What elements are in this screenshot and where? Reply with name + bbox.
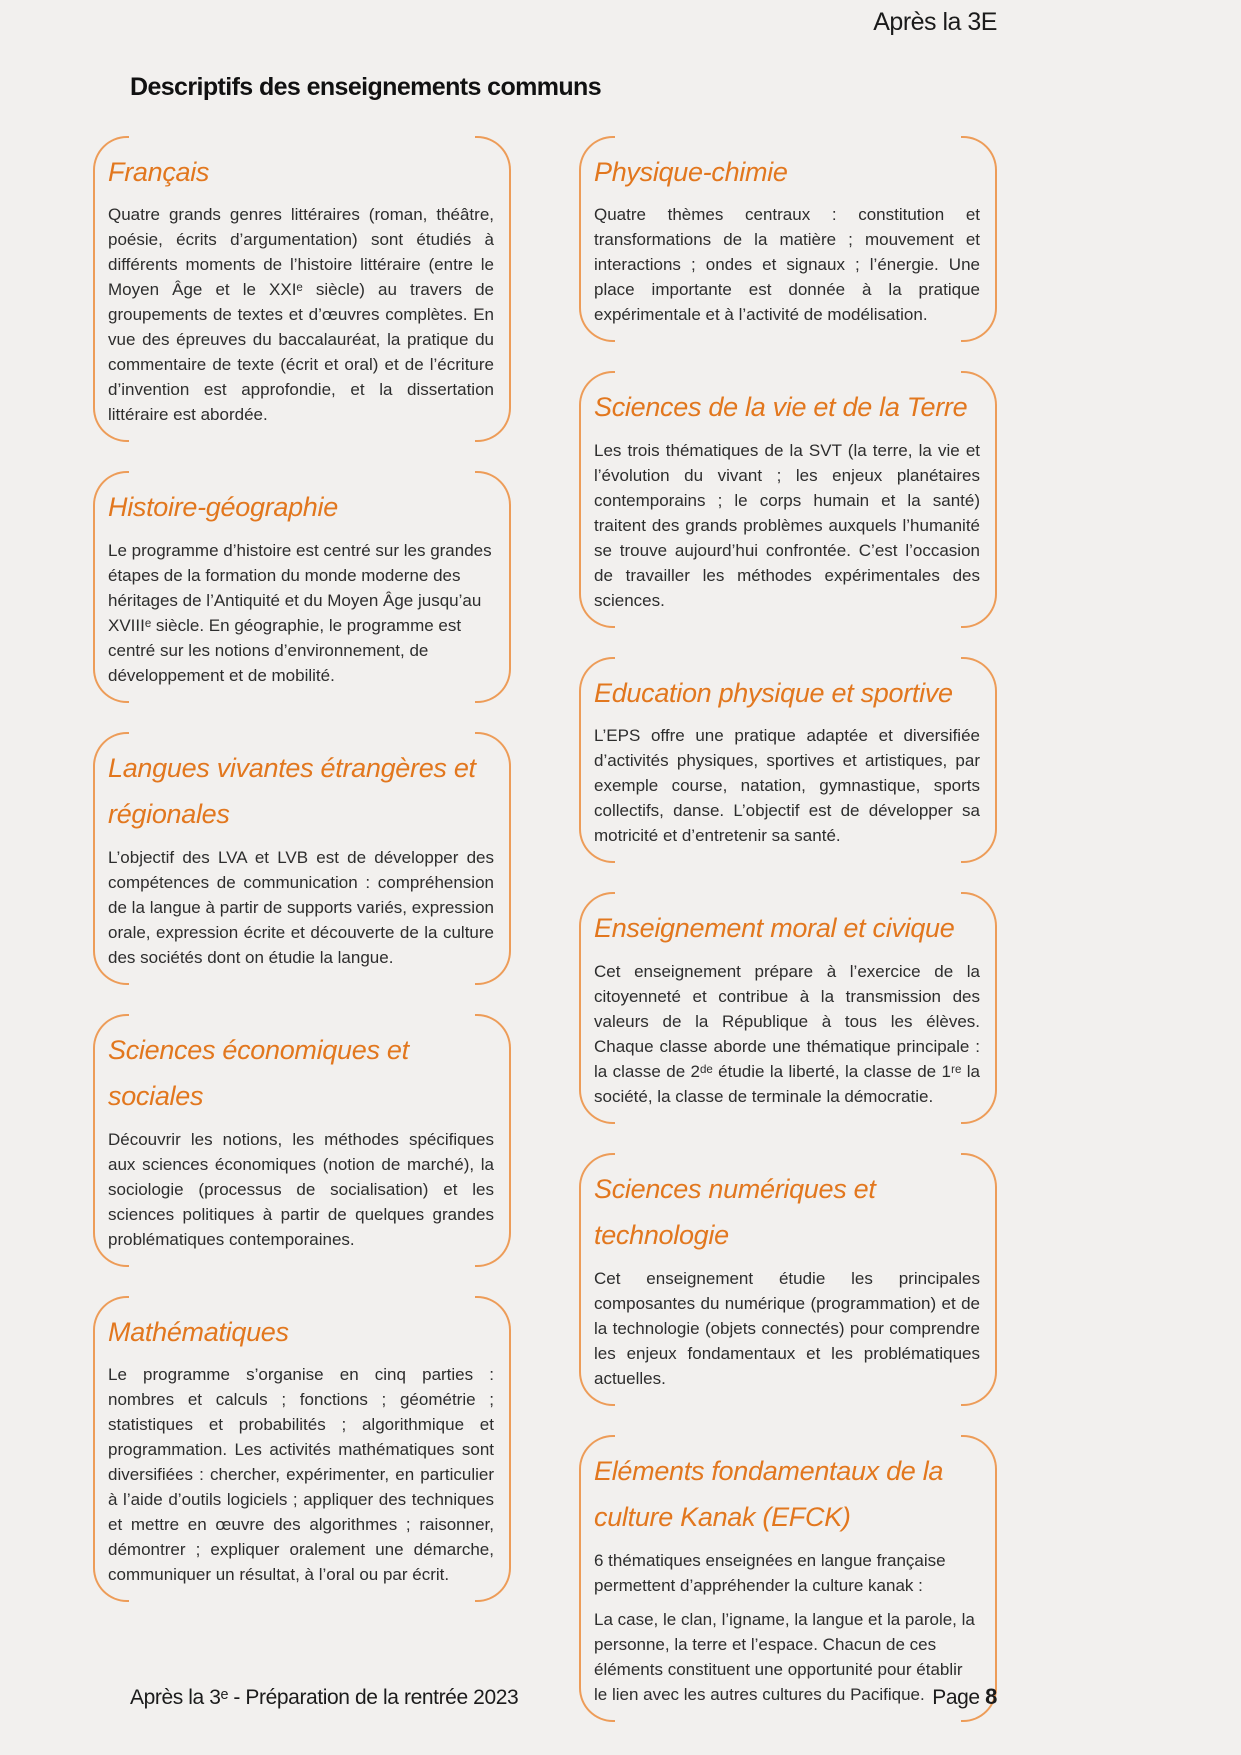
subject-title: Sciences de la vie et de la Terre (594, 392, 968, 423)
subject-card-mathematiques (93, 1296, 511, 1602)
subject-description: Cet enseignement étudie les principales composantes du numérique (programmation) et de la technologie (objets connectés) pour comprendre les enjeux fondamentaux et les problématiques actuelles. (594, 1268, 980, 1388)
page-title: Descriptifs des enseignements communs (130, 73, 602, 101)
document-page (93, 0, 997, 1751)
left-column (93, 136, 511, 1751)
subject-title: Sciences économiques et sociales (108, 1034, 409, 1112)
footer-page-label: Page (932, 1686, 980, 1709)
subject-description: Les trois thématiques de la SVT (la terre, la vie et l’évolution du vivant ; les enjeux planétaires contemporains ; le corps humain et la santé) traitent des grands problèmes auxquels l’humanité se trouve aujourd’hui confrontée. C’est l’occasion de travailler les méthodes expérimentales des sciences. (594, 440, 980, 610)
subject-description: 6 thématiques enseignées en langue française permettent d’appréhender la culture kanak : (594, 1550, 946, 1595)
subject-description: L’EPS offre une pratique adaptée et diversifiée d’activités physiques, sportives et artistiques, par exemple course, natation, gymnastique, sports collectifs, danse. L’objectif est de développer sa motricité et d’entretenir sa santé. (594, 726, 980, 846)
subject-description: Le programme s’organise en cinq parties : nombres et calculs ; fonctions ; géométrie ; statistiques et probabilités ; algorithmique et programmation. Les activités mathématiques sont diversifiées : chercher, expérimenter, en particulier à l’aide d’outils logiciels ; appliquer des techniques et mettre en œuvre des algorithmes ; raisonner, démontrer ; expliquer oralement une démarche, communiquer un résultat, à l’oral ou par écrit. (108, 1365, 494, 1585)
subject-title: Langues vivantes étrangères et régionales (108, 752, 476, 830)
footer-page-indicator (932, 1684, 997, 1710)
subject-title: Physique-chimie (594, 157, 788, 187)
subject-card-eps (579, 657, 997, 863)
content-columns (93, 136, 997, 1751)
page-footer (93, 1684, 997, 1710)
subject-card-histoire-geographie (93, 471, 511, 702)
subject-description: Quatre thèmes centraux : constitution et transformations de la matière ; mouvement et interactions ; ondes et signaux ; l’énergie. Une place importante est donnée à la pratique expérimentale et à l’activité de modélisation. (594, 205, 980, 325)
subject-description: La case, le clan, l’igname, la langue et la parole, la personne, la terre et l’espace. Chacun de ces éléments constituent une opportunité pour établir le lien avec les autres cultures du Pacifique. (594, 1609, 975, 1704)
subject-description: Cet enseignement prépare à l’exercice de la citoyenneté et contribue à la transmission des valeurs de la République à tous les élèves. Chaque classe aborde une thématique principale : la classe de 2ᵈᵉ étudie la liberté, la classe de 1ʳᵉ la société, la classe de terminale la démocratie. (594, 961, 980, 1106)
subject-card-sciences-economiques (93, 1014, 511, 1267)
subject-card-svt (579, 371, 997, 627)
subject-description: Le programme d’histoire est centré sur les grandes étapes de la formation du monde moderne des héritages de l’Antiquité et du Moyen Âge jusqu’au XVIIIᵉ siècle. En géographie, le programme est centré sur les notions d’environnement, de développement et de mobilité. (108, 540, 492, 685)
subject-card-sciences-numeriques (579, 1153, 997, 1406)
subject-title: Mathématiques (108, 1316, 289, 1347)
subject-card-langues-vivantes (93, 732, 511, 985)
subject-title: Enseignement moral et civique (594, 913, 955, 944)
subject-description: Quatre grands genres littéraires (roman, théâtre, poésie, écrits d’argumentation) sont étudiés à différents moments de l’histoire littéraire (entre le Moyen Âge et le XXIᵉ siècle) au travers de groupements de textes et d’œuvres complètes. En vue des épreuves du baccalauréat, la pratique du commentaire de texte (écrit et oral) et de l’écriture d’invention est approfondie, et la dissertation littéraire est abordée. (108, 205, 494, 425)
subject-card-efck (579, 1435, 997, 1722)
subject-card-physique-chimie (579, 136, 997, 342)
subject-card-enseignement-moral (579, 892, 997, 1123)
right-column (579, 136, 997, 1751)
subject-title: Sciences numériques et technologie (594, 1173, 876, 1251)
footer-document-label: Après la 3ᵉ - Préparation de la rentrée 2023 (130, 1686, 519, 1709)
footer-page-number: 8 (985, 1684, 997, 1709)
subject-title: Histoire-géographie (108, 492, 338, 523)
subject-card-francais (93, 136, 511, 442)
subject-description: L’objectif des LVA et LVB est de développer des compétences de communication : compréhension de la langue à partir de supports variés, expression orale, expression écrite et découverte de la culture des sociétés dont on étudie la langue. (108, 847, 494, 967)
subject-title: Français (108, 157, 210, 187)
subject-title: Eléments fondamentaux de la culture Kanak (EFCK) (594, 1455, 944, 1533)
header-page-tag: Après la 3E (873, 8, 997, 36)
subject-title: Education physique et sportive (594, 677, 953, 708)
subject-description: Découvrir les notions, les méthodes spécifiques aux sciences économiques (notion de marché), la sociologie (processus de socialisation) et les sciences politiques à partir de quelques grandes problématiques contemporaines. (108, 1129, 494, 1249)
